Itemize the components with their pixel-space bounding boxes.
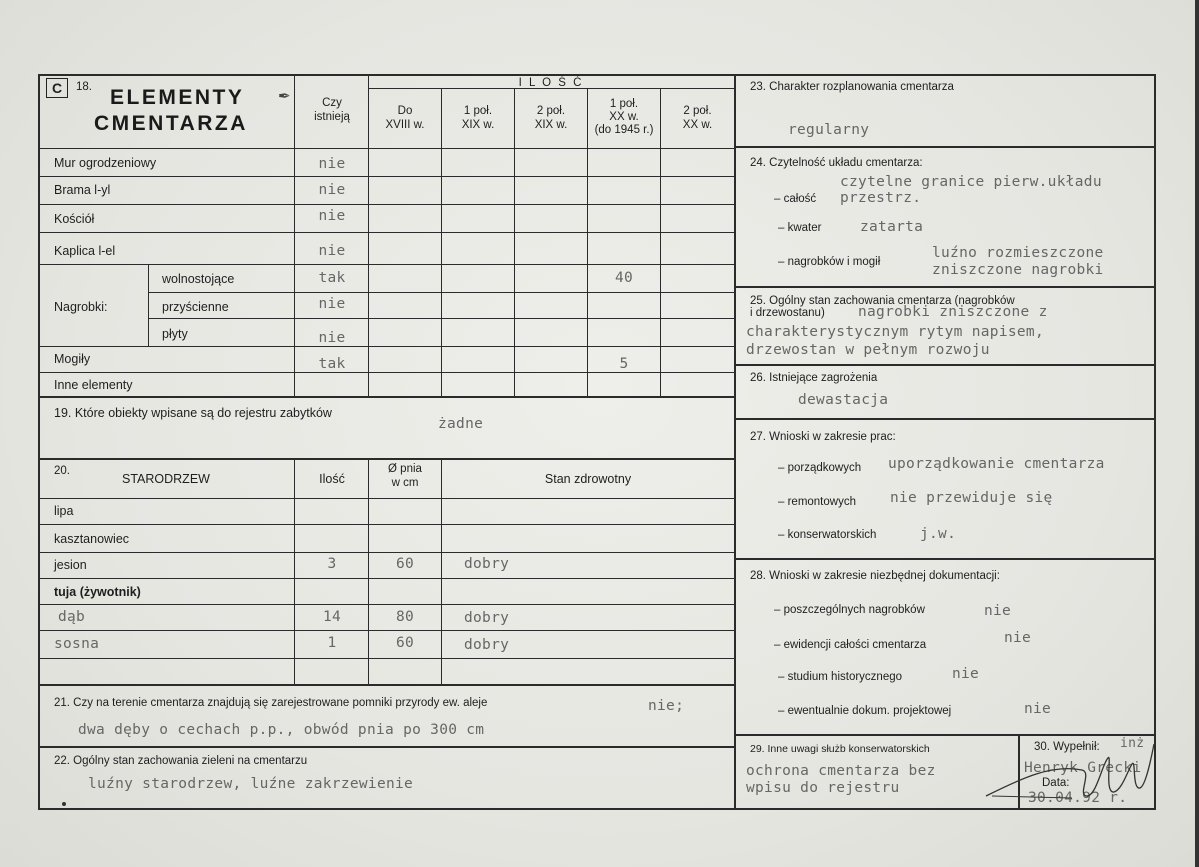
section-27-item2-value: nie przewiduje się [890,490,1053,506]
row-label-brama: Brama l-yl [54,183,111,197]
section-28-item1-label: – poszczególnych nagrobków [774,604,925,616]
section-21-label: 21. Czy na terenie cmentarza znajdują się zarejestrowane pomniki przyrody ew. aleje [54,697,488,709]
row-exists-mur: nie [318,156,346,172]
col-do-xviii: Do XVIII w. [385,105,425,131]
section-20-number: 20. [54,465,70,477]
section-23-label: 23. Charakter rozplanowania cmentarza [750,81,954,93]
nagrobki-label: Nagrobki: [54,300,108,314]
tree-name-lipa: lipa [54,504,74,518]
section-27-item3-value: j.w. [920,526,957,542]
section-21-detail: dwa dęby o cechach p.p., obwód pnia po 300 cm [78,722,485,738]
section-30-date: 30.04.92 r. [1028,790,1128,806]
tree-name-kasztanowiec: kasztanowiec [54,532,130,546]
section-30-title: inż [1120,736,1145,751]
col-czy-istnieja: Czy istnieją [314,97,350,123]
section-24-kwater-label: – kwater [778,222,822,234]
section-25-value3: drzewostan w pełnym rozwoju [746,342,990,358]
row-value-mogily: 5 [619,356,629,372]
section-29-value1: ochrona cmentarza bez [746,763,936,779]
row-label-kosciol: Kościół [54,212,95,226]
row-value-wolnostojace: 40 [614,270,634,286]
row-label-plyty: płyty [162,327,188,341]
section-18-number: 18. [76,81,92,93]
section-26-value: dewastacja [798,392,889,408]
section-28-label: 28. Wnioski w zakresie niezbędnej dokumentacji: [750,570,1000,582]
section-19-value: żadne [438,416,484,432]
row-exists-wolnostojace: tak [318,270,346,286]
section-28-item2-label: – ewidencji całości cmentarza [774,639,927,651]
row-label-mogily: Mogiły [54,352,91,366]
section-24-nagrobkow-value2: zniszczone nagrobki [932,262,1104,278]
section-21-answer: nie; [648,698,685,714]
section-23-value: regularny [788,122,870,138]
section-27-item2-label: – remontowych [778,496,856,508]
signature [982,734,1156,810]
section-18-title-line1: ELEMENTY [110,86,245,109]
row-exists-mogily: tak [318,356,346,372]
col-1pol-xx: 1 poł. XX w. (do 1945 r.) [594,98,654,136]
row-label-inne: Inne elementy [54,378,133,392]
section-20-title: STARODRZEW [122,472,210,486]
tree-diameter-jesion: 60 [395,556,415,572]
section-24-calosc-value2: przestrz. [840,190,922,206]
form-code-box: C [46,78,68,98]
section-24-calosc-label: – całość [774,193,817,205]
section-26-label: 26. Istniejące zagrożenia [750,372,878,384]
tree-state-jesion: dobry [464,556,510,572]
row-exists-kosciol: nie [318,208,346,224]
section-24-label: 24. Czytelność układu cmentarza: [750,157,923,169]
row-label-przyscienne: przyścienne [162,300,229,314]
section-27-item1-value: uporządkowanie cmentarza [888,456,1105,472]
tree-diameter-dab: 80 [395,609,415,625]
row-exists-przyscienne: nie [318,296,346,312]
section-28-item3-label: – studium historycznego [778,671,903,683]
section-30-label: 30. Wypełnił: [1034,741,1100,753]
tree-count-dab: 14 [322,609,342,625]
section-22-value: luźny starodrzew, luźne zakrzewienie [88,776,414,792]
col-tree-health: Stan zdrowotny [544,472,632,486]
section-24-calosc-value1: czytelne granice pierw.układu [840,174,1102,190]
row-label-wolnostojace: wolnostojące [162,272,235,286]
row-exists-kaplica: nie [318,243,346,259]
col-2pol-xx: 2 poł. XX w. [682,105,713,131]
tree-state-dab: dobry [464,610,510,626]
tree-diameter-sosna: 60 [395,635,415,651]
paper-edge [1195,0,1199,867]
row-label-mur: Mur ogrodzeniowy [54,156,157,170]
section-22-label: 22. Ogólny stan zachowania zieleni na cmentarzu [54,755,308,767]
row-label-kaplica: Kaplica l-el [54,244,116,258]
tree-name-dab: dąb [58,609,86,625]
section-25-label2: i drzewostanu) [750,307,825,319]
section-28-item4-label: – ewentualnie dokum. projektowej [778,705,952,717]
section-19-label: 19. Które obiekty wpisane są do rejestru zabytków [54,406,332,420]
col-tree-count: Ilość [319,472,345,486]
section-30-date-label: Data: [1042,777,1070,789]
paper-speck [62,802,66,806]
row-exists-brama: nie [318,182,346,198]
tree-count-jesion: 3 [327,556,337,572]
section-28-item3-value: nie [952,666,980,682]
section-29-label: 29. Inne uwagi służb konserwatorskich [750,743,930,755]
section-25-value2: charakterystycznym rytym napisem, [746,324,1044,340]
tree-state-sosna: dobry [464,637,510,653]
section-18-title-line2: CMENTARZA [94,112,248,135]
tree-count-sosna: 1 [327,635,337,651]
section-24-nagrobkow-label: – nagrobków i mogił [778,256,881,268]
section-24-nagrobkow-value1: luźno rozmieszczone [932,245,1104,261]
col-1pol-xix: 1 poł. XIX w. [461,105,495,131]
section-25-value1: nagrobki zniszczone z [858,304,1048,320]
tree-name-sosna: sosna [54,636,100,652]
pen-mark-icon: ✒ [278,88,291,105]
section-25-label1: 25. Ogólny stan zachowania cmentarza (nagrobków [750,295,1015,307]
section-28-item2-value: nie [1004,630,1032,646]
section-29-value2: wpisu do rejestru [746,780,900,796]
col-ilosc-header: I L O Ś Ć [518,77,584,89]
section-27-label: 27. Wnioski w zakresie prac: [750,431,896,443]
section-28-item1-value: nie [984,603,1012,619]
row-exists-plyty: nie [318,330,346,346]
section-30-name: Henryk Grecki [1024,760,1142,776]
section-27-item1-label: – porządkowych [778,462,862,474]
section-24-kwater-value: zatarta [860,219,924,235]
tree-name-jesion: jesion [54,558,87,572]
tree-name-tuja: tuja (żywotnik) [54,585,141,599]
cemetery-record-form [38,74,1156,810]
col-tree-diameter: Ø pnia w cm [388,463,422,489]
section-28-item4-value: nie [1024,701,1052,717]
col-2pol-xix: 2 poł. XIX w. [534,105,568,131]
section-27-item3-label: – konserwatorskich [778,529,877,541]
